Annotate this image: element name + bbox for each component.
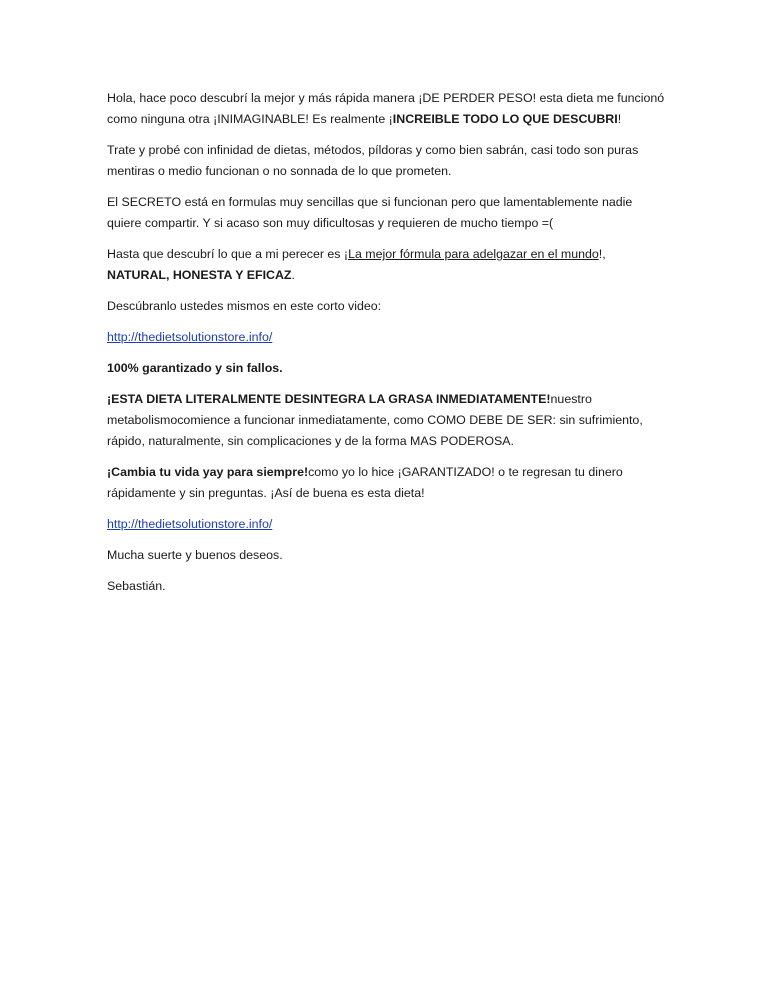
video-link-1[interactable]: http://thedietsolutionstore.info/ [107, 330, 273, 344]
intro-end: ! [617, 112, 622, 126]
paragraph-link-2 [107, 514, 667, 535]
best-formula-text: Hasta que descubrí lo que a mi perecer es ¡ [107, 247, 349, 261]
natural-honest-effective: NATURAL, HONESTA Y EFICAZ [107, 268, 292, 282]
intro-bold-text: INCREIBLE TODO LO QUE DESCUBRI [392, 112, 618, 126]
metabolism-text: nuestro metabolismocomience a funcionar inmediatamente, como COMO DEBE DE SER: sin sufrimiento, rápido, naturalmente, sin complicaciones y de la forma MAS PODEROSA. [107, 392, 643, 448]
best-formula-period: . [291, 268, 295, 282]
paragraph-good-luck: Mucha suerte y buenos deseos. [107, 548, 283, 562]
video-link-2[interactable]: http://thedietsolutionstore.info/ [107, 517, 273, 531]
best-formula-punct: !, [598, 247, 606, 261]
paragraph-disintegrate [107, 389, 667, 452]
document-body [107, 88, 667, 607]
best-formula-underlined: La mejor fórmula para adelgazar en el mundo [348, 247, 599, 261]
paragraph-tried-diets: Trate y probé con infinidad de dietas, métodos, píldoras y como bien sabrán, casi todo son puras mentiras o medio funcionan o no sonnada de lo que prometen. [107, 143, 639, 178]
paragraph-change-life [107, 462, 667, 504]
paragraph-signature: Sebastián. [107, 579, 166, 593]
paragraph-guarantee: 100% garantizado y sin fallos. [107, 361, 283, 375]
disintegrate-bold-text: ¡ESTA DIETA LITERALMENTE DESINTEGRA LA GRASA INMEDIATAMENTE! [107, 392, 551, 406]
paragraph-link-1 [107, 327, 667, 348]
change-life-bold-text: ¡Cambia tu vida yay para siempre! [107, 465, 309, 479]
intro-text: Hola, hace poco descubrí la mejor y más rápida manera ¡DE PERDER PESO! esta dieta me funcionó como ninguna otra ¡INIMAGINABLE! Es realmente ¡ [107, 91, 665, 126]
change-life-text: como yo lo hice ¡GARANTIZADO! o te regresan tu dinero rápidamente y sin preguntas. ¡Así de buena es esta dieta! [107, 465, 623, 500]
paragraph-discover-video: Descúbranlo ustedes mismos en este corto video: [107, 299, 382, 313]
paragraph-intro [107, 88, 667, 130]
paragraph-best-formula [107, 244, 667, 286]
paragraph-secret: El SECRETO está en formulas muy sencillas que si funcionan pero que lamentablemente nadie quiere compartir. Y si acaso son muy dificultosas y requieren de mucho tiempo =( [107, 195, 633, 230]
